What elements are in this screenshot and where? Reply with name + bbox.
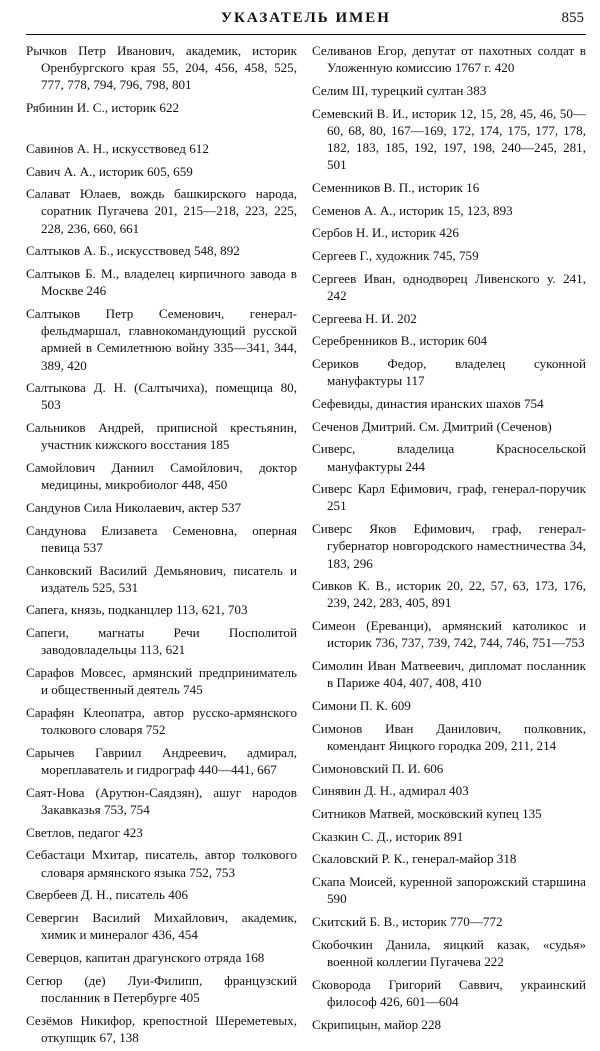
index-entry: Семенов А. А., историк 15, 123, 893 [312, 202, 513, 218]
index-entry: Салават Юлаев, вождь башкирского народа, соратник Пугачева 201, 215—218, 223, 225, 228, 236, 660, 661 [26, 186, 297, 236]
index-entry: Саят-Нова (Арутюн-Саядзян), ашуг народов Закавказья 753, 754 [26, 784, 297, 818]
index-entry: Скаловский Р. К., генерал-майор 318 [312, 851, 517, 867]
index-entry: Сергеева Н. И. 202 [312, 310, 417, 326]
index-entry: Скитский Б. В., историк 770—772 [312, 914, 503, 930]
index-entry: Сиверс, владелица Красносельской мануфактуры 244 [312, 441, 586, 474]
index-entry: Ситников Матвей, московский купец 135 [312, 806, 542, 822]
index-entry: Сковорода Григорий Саввич, украинский философ 426, 601—604 [312, 976, 586, 1009]
index-entry: Симони П. К. 609 [312, 698, 411, 713]
index-entry: Симолин Иван Матвеевич, дипломат посланник в Париже 404, 407, 408, 410 [312, 658, 586, 691]
index-entry: Сербов Н. И., историк 426 [312, 225, 459, 241]
index-entry: Сандунова Елизавета Семеновна, оперная певица 537 [26, 522, 297, 555]
index-entry: Рычков Петр Иванович, академик, историк Оренбургского края 55, 204, 456, 458, 525, 777, 778, 794, 796, 798, 801 [26, 43, 297, 93]
index-entry: Семенников В. П., историк 16 [312, 179, 480, 195]
index-entry: Сандунов Сила Николаевич, актер 537 [26, 499, 242, 515]
index-entry: Селиванов Егор, депутат от пахотных солдат в Уложенную комиссию 1767 г. 420 [312, 43, 586, 76]
running-title: УКАЗАТЕЛЬ ИМЕН [221, 10, 391, 26]
index-entry: Скапа Моисей, куренной запорожский старшина 590 [312, 874, 586, 907]
index-entry: Светлов, педагог 423 [26, 824, 143, 840]
index-entry: Салтыков Б. М., владелец кирпичного завода в Москве 246 [26, 266, 297, 299]
index-entry: Симеон (Ереванци), армянский католикос и историк 736, 737, 739, 742, 744, 746, 751—753 [312, 618, 586, 651]
index-column-right [312, 42, 586, 1038]
index-entry: Салтыков Петр Семенович, генерал-фельдмаршал, главнокомандующий русской армией в Семилетнюю войну 335—341, 344, 389, 420 [26, 305, 297, 373]
index-entry: Сарафян Клеопатра, автор русско-армянского толкового словаря 752 [26, 705, 297, 738]
index-entry: Сарафов Мовсес, армянский предприниматель и общественный деятель 745 [26, 665, 297, 698]
index-entry: Сарычев Гавриил Андреевич, адмирал, мореплаватель и гидрограф 440—441, 667 [26, 744, 297, 778]
index-entry: Семевский В. И., историк 12, 15, 28, 45, 46, 50—60, 68, 80, 167—169, 172, 174, 175, 177, 178, 182, 183, 185, 192, 197, 198, 240—245, 281, 501 [312, 105, 586, 173]
index-entry: Симонов Иван Данилович, полковник, комендант Яицкого городка 209, 211, 214 [312, 720, 586, 753]
index-entry: Савич А. А., историк 605, 659 [26, 163, 193, 179]
index-entry: Сегюр (де) Луи-Филипп, французский посланник в Петербурге 405 [26, 972, 297, 1005]
index-entry: Сиверс Яков Ефимович, граф, генерал-губернатор новгородского наместничества 34, 183, 296 [312, 521, 586, 571]
letter-group-gap [26, 122, 297, 140]
index-entry: Рябинин И. С., историк 622 [26, 100, 180, 116]
index-entry: Северцов, капитан драгунского отряда 168 [26, 949, 265, 965]
index-entry: Серебренников В., историк 604 [312, 333, 488, 349]
index-entry: Селим III, турецкий султан 383 [312, 82, 487, 98]
index-entry: Салтыков А. Б., искусствовед 548, 892 [26, 243, 240, 259]
index-entry: Сальников Андрей, приписной крестьянин, участник кижского восстания 185 [26, 420, 297, 453]
index-entry: Салтыкова Д. Н. (Салтычиха), помещица 80, 503 [26, 380, 297, 413]
index-entry: Сезёмов Никифор, крепостной Шереметевых, откупщик 67, 138 [26, 1012, 297, 1045]
index-entry: Себастаци Мхитар, писатель, автор толкового словаря армянского языка 752, 753 [26, 847, 297, 880]
index-entry: Симоновский П. И. 606 [312, 760, 444, 776]
index-entry: Санковский Василий Демьянович, писатель и издатель 525, 531 [26, 562, 297, 595]
index-entry: Синявин Д. Н., адмирал 403 [312, 783, 469, 799]
index-entry: Сказкин С. Д., историк 891 [312, 828, 464, 844]
index-entry: Сергеев Иван, однодворец Ливенского у. 241, 242 [312, 270, 586, 303]
index-entry: Сапеги, магнаты Речи Посполитой заводовладельцы 113, 621 [26, 625, 297, 658]
index-entry: Сериков Федор, владелец суконной мануфактуры 117 [312, 356, 586, 389]
page-header [26, 8, 586, 35]
index-entry: Свербеев Д. Н., писатель 406 [26, 887, 188, 903]
index-entry: Савинов А. Н., искусствовед 612 [26, 140, 209, 156]
index-entry: Скрипицын, майор 228 [312, 1016, 442, 1032]
index-entry: Сивков К. В., историк 20, 22, 57, 63, 173, 176, 239, 242, 283, 405, 891 [312, 578, 586, 611]
index-entry: Скобочкин Данила, яицкий казак, «судья» военной коллегии Пугачева 222 [312, 936, 586, 969]
page-number: 855 [561, 10, 584, 26]
index-column-left [26, 42, 297, 1051]
index-entry: Сиверс Карл Ефимович, граф, генерал-поручик 251 [312, 481, 586, 514]
index-entry: Севергин Василий Михайлович, академик, химик и минералог 436, 454 [26, 910, 297, 943]
index-entry: Сеченов Дмитрий. См. Дмитрий (Сеченов) [312, 418, 552, 434]
index-entry: Сергеев Г., художник 745, 759 [312, 248, 479, 264]
index-entry: Сефевиды, династия иранских шахов 754 [312, 395, 544, 411]
index-entry: Сапега, князь, подканцлер 113, 621, 703 [26, 602, 248, 618]
index-entry: Самойлович Даниил Самойлович, доктор медицины, микробиолог 448, 450 [26, 460, 297, 493]
